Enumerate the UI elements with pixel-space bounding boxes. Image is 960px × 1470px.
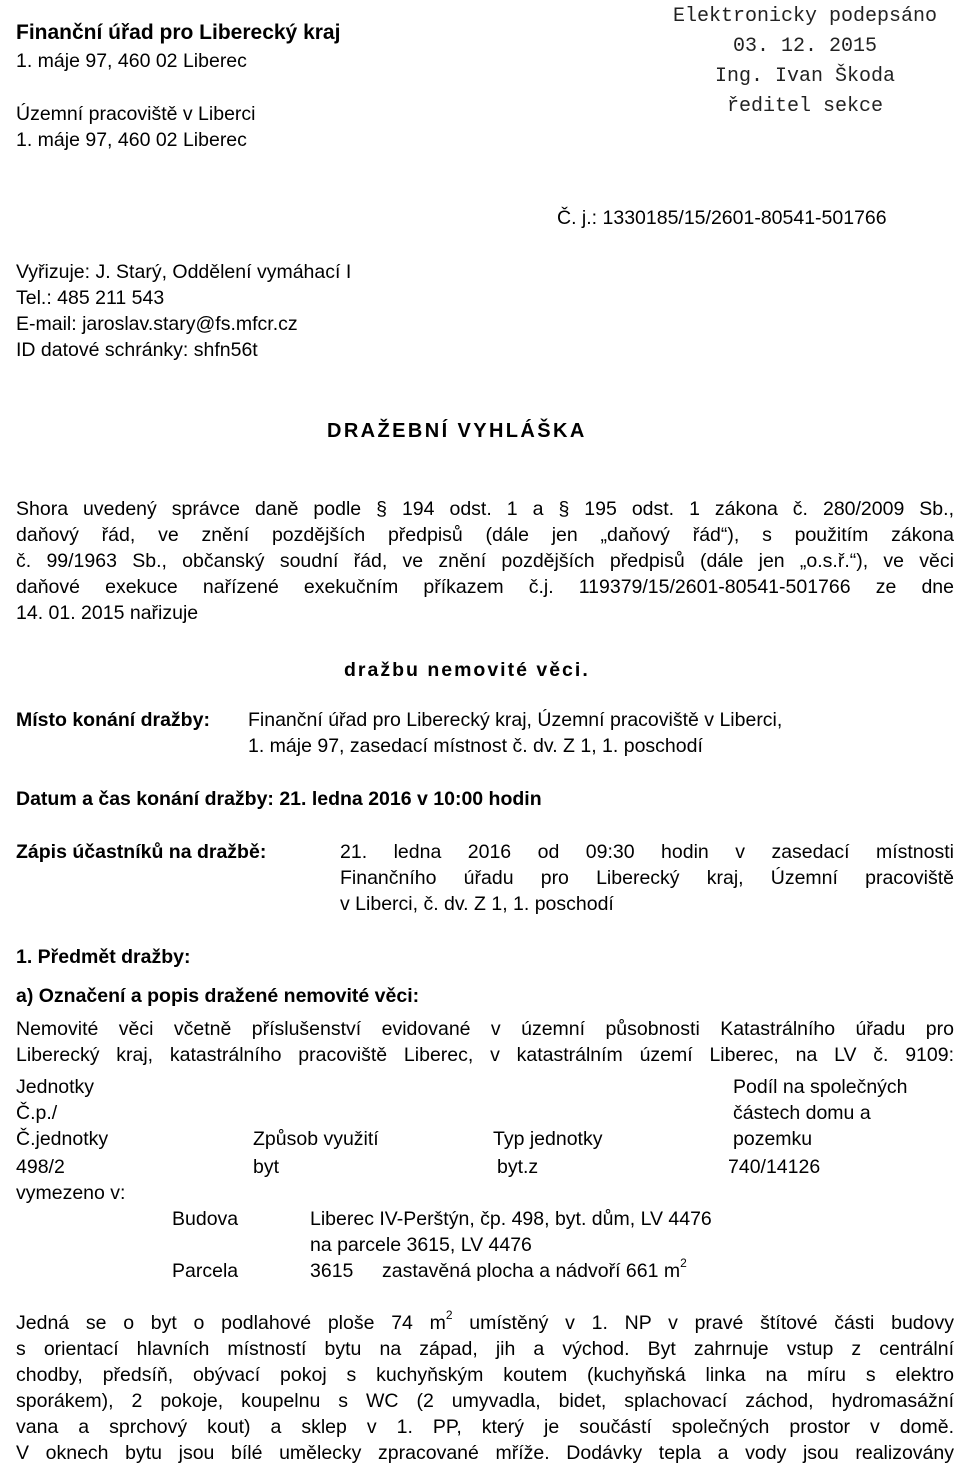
signature-role: ředitel sekce (726, 95, 884, 118)
parcel-description-text: zastavěná plocha a nádvoří 661 m (382, 1260, 681, 1282)
building-line-2: na parcele 3615, LV 4476 (310, 1234, 532, 1256)
contact-email: E-mail: jaroslav.stary@fs.mfcr.cz (16, 313, 298, 335)
intro-line-5: 14. 01. 2015 nařizuje (16, 602, 199, 624)
reference-number: Č. j.: 1330185/15/2601-80541-501766 (557, 207, 887, 229)
building-line-1: Liberec IV-Perštýn, čp. 498, byt. dům, LV 4476 (310, 1208, 712, 1230)
col-units-line-3: Č.jednotky (16, 1128, 109, 1150)
registration-line-3: v Liberci, č. dv. Z 1, 1. poschodí (340, 893, 614, 915)
defined-label: vymezeno v: (16, 1182, 126, 1204)
signature-line-1: Elektronicky podepsáno (672, 5, 938, 28)
col-units-line-2: Č.p./ (16, 1102, 58, 1124)
parcel-label: Parcela (172, 1260, 239, 1282)
description-line-6: V oknech bytu jsou bílé umělecky zpracované mříže. Dodávky tepla a vody jsou realizovány (16, 1442, 954, 1464)
col-share-line-1: Podíl na společných (733, 1076, 908, 1098)
intro-line-2: daňový řád, ve znění pozdějších předpisů (dále jen „daňový řád“), s použitím zákona (16, 524, 954, 546)
venue-label: Místo konání dražby: (16, 709, 210, 731)
signature-date: 03. 12. 2015 (732, 35, 878, 58)
col-share-line-2: částech domu a (733, 1102, 871, 1124)
description-line-1-post: umístěný v 1. NP v pravé štítové části budovy (452, 1312, 954, 1334)
description-line-4: sporákem), 2 pokoje, koupelnu s WC (2 umyvadla, bidet, splachovací záchod, hydromasážní (16, 1390, 954, 1412)
description-line-3: chodby, předsíň, obývací pokoj s kuchyňským koutem (kuchyňská linka na míru s elektro (16, 1364, 954, 1386)
venue-line-1: Finanční úřad pro Liberecký kraj, Územní pracoviště v Liberci, (248, 709, 783, 731)
property-intro-line-1: Nemovité věci včetně příslušenství evidované v územní působnosti Katastrálního úřadu pro (16, 1018, 954, 1040)
registration-line-1: 21. ledna 2016 od 09:30 hodin v zasedací místnosti (340, 841, 954, 863)
registration-label: Zápis účastníků na dražbě: (16, 841, 267, 863)
office-name: Finanční úřad pro Liberecký kraj (16, 21, 341, 44)
description-line-5: vana a sprchový kout) a sklep v 1. PP, který je součástí společných prostor v domě. (16, 1416, 954, 1438)
subject-heading: 1. Předmět dražby: (16, 946, 191, 968)
intro-line-1: Shora uvedený správce daně podle § 194 odst. 1 a § 195 odst. 1 zákona č. 280/2009 Sb., (16, 498, 954, 520)
page-title: DRAŽEBNÍ VYHLÁŠKA (327, 420, 587, 442)
cell-unit: 498/2 (16, 1156, 65, 1178)
property-intro-line-2: Liberecký kraj, katastrálního pracoviště Liberec, v katastrálním území Liberec, na LV č. 9109: (16, 1044, 954, 1066)
parcel-description (382, 1255, 687, 1284)
parcel-unit-exponent: 2 (680, 1255, 687, 1270)
cell-type: byt.z (497, 1156, 539, 1178)
contact-phone: Tel.: 485 211 543 (16, 287, 165, 309)
col-type: Typ jednotky (493, 1128, 603, 1150)
registration-line-2: Finančního úřadu pro Liberecký kraj, Územní pracoviště (340, 867, 954, 889)
signature-name: Ing. Ivan Škoda (714, 65, 896, 88)
contact-databox: ID datové schránky: shfn56t (16, 339, 258, 361)
branch-name: Územní pracoviště v Liberci (16, 103, 256, 125)
contact-handler: Vyřizuje: J. Starý, Oddělení vymáhací I (16, 261, 352, 283)
col-use: Způsob využití (253, 1128, 379, 1150)
office-address: 1. máje 97, 460 02 Liberec (16, 50, 247, 72)
auction-datetime: Datum a čas konání dražby: 21. ledna 2016 v 10:00 hodin (16, 788, 542, 810)
cell-use: byt (253, 1156, 280, 1178)
area-unit-exponent: 2 (445, 1307, 453, 1322)
parcel-number: 3615 (310, 1260, 354, 1282)
branch-address: 1. máje 97, 460 02 Liberec (16, 129, 247, 151)
auction-order: dražbu nemovité věci. (344, 659, 590, 681)
venue-line-2: 1. máje 97, zasedací místnost č. dv. Z 1, 1. poschodí (248, 735, 703, 757)
col-units-line-1: Jednotky (16, 1076, 95, 1098)
building-label: Budova (172, 1208, 239, 1230)
electronic-signature (660, 2, 950, 122)
property-heading: a) Označení a popis dražené nemovité věci: (16, 985, 420, 1007)
cell-share: 740/14126 (728, 1156, 821, 1178)
intro-line-3: č. 99/1963 Sb., občanský soudní řád, ve znění pozdějších předpisů (dále jen „o.s.ř.“), ve věci (16, 550, 954, 572)
intro-line-4: daňové exekuce nařízené exekučním příkazem č.j. 119379/15/2601-80541-501766 ze dne (16, 576, 954, 598)
description-line-1 (16, 1307, 954, 1336)
col-share-line-3: pozemku (733, 1128, 813, 1150)
description-line-2: s orientací hlavních místností bytu na západ, jih a východ. Byt zahrnuje vstup z centrální (16, 1338, 954, 1360)
description-line-1-pre: Jedná se o byt o podlahové ploše 74 m (16, 1312, 446, 1334)
